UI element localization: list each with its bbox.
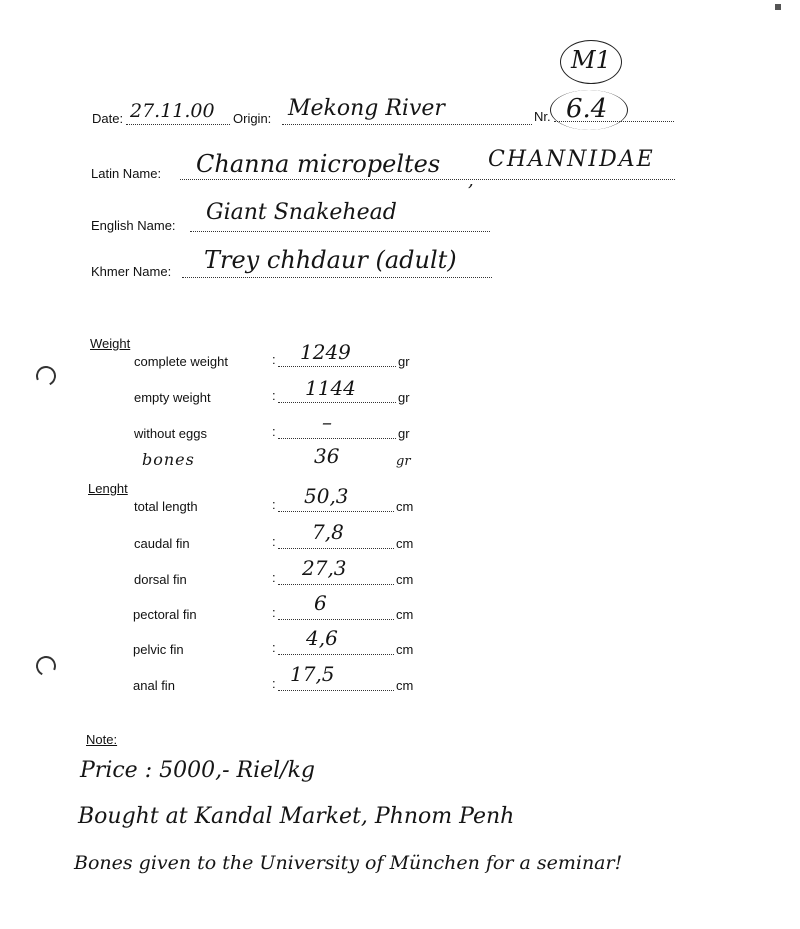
length-dots bbox=[278, 690, 394, 691]
length-value: 50,3 bbox=[304, 484, 349, 508]
latin-comma: , bbox=[468, 170, 474, 191]
length-dots bbox=[278, 548, 394, 549]
weight-heading: Weight bbox=[90, 336, 131, 351]
weight-value: 36 bbox=[314, 444, 340, 468]
weight-unit: gr bbox=[398, 426, 410, 441]
length-label: caudal fin bbox=[134, 536, 190, 551]
date-dots bbox=[126, 124, 230, 125]
weight-colon: : bbox=[272, 352, 276, 367]
note-line: Price : 5000,- Riel/kg bbox=[80, 758, 315, 783]
origin-value: Mekong River bbox=[288, 96, 445, 121]
weight-value: 1144 bbox=[305, 376, 356, 400]
length-dots bbox=[278, 584, 394, 585]
length-label: total length bbox=[134, 499, 198, 514]
binder-hole-icon bbox=[33, 653, 59, 679]
weight-dots bbox=[278, 366, 396, 367]
english-value: Giant Snakehead bbox=[206, 200, 397, 225]
length-value: 6 bbox=[314, 591, 327, 615]
latin-label: Latin Name: bbox=[91, 166, 162, 181]
length-value: 27,3 bbox=[302, 556, 347, 580]
length-unit: cm bbox=[396, 607, 414, 622]
length-colon: : bbox=[272, 497, 276, 512]
length-dots bbox=[278, 619, 394, 620]
weight-label: bones bbox=[142, 450, 195, 469]
english-dots bbox=[190, 231, 490, 232]
length-unit: cm bbox=[396, 499, 414, 514]
length-label: pelvic fin bbox=[133, 642, 184, 657]
weight-unit: gr bbox=[398, 390, 410, 405]
length-label: dorsal fin bbox=[134, 572, 187, 587]
length-unit: cm bbox=[396, 572, 414, 587]
weight-value: – bbox=[322, 410, 332, 434]
length-label: anal fin bbox=[133, 678, 175, 693]
note-line: Bones given to the University of München for a seminar! bbox=[74, 852, 623, 874]
origin-dots bbox=[282, 124, 532, 125]
weight-dots bbox=[278, 402, 396, 403]
length-colon: : bbox=[272, 676, 276, 691]
family-value: CHANNIDAE bbox=[488, 147, 655, 172]
nr-label: Nr. bbox=[534, 109, 551, 124]
weight-colon: : bbox=[272, 388, 276, 403]
length-heading: Lenght bbox=[88, 481, 128, 496]
length-colon: : bbox=[272, 605, 276, 620]
english-label: English Name: bbox=[91, 218, 176, 233]
length-value: 4,6 bbox=[306, 626, 338, 650]
weight-label: complete weight bbox=[134, 354, 228, 369]
note-heading: Note: bbox=[86, 732, 118, 747]
khmer-dots bbox=[182, 277, 492, 278]
note-line: Bought at Kandal Market, Phnom Penh bbox=[78, 804, 515, 829]
corner-speck bbox=[775, 4, 781, 10]
length-colon: : bbox=[272, 570, 276, 585]
weight-colon: : bbox=[272, 424, 276, 439]
weight-dots bbox=[278, 438, 396, 439]
length-dots bbox=[278, 511, 394, 512]
length-value: 7,8 bbox=[312, 520, 344, 544]
weight-label: empty weight bbox=[134, 390, 211, 405]
weight-label: without eggs bbox=[134, 426, 207, 441]
date-label: Date: bbox=[92, 111, 124, 126]
weight-unit: gr bbox=[396, 454, 411, 469]
khmer-value: Trey chhdaur (adult) bbox=[204, 246, 457, 274]
latin-value: Channa micropeltes bbox=[196, 150, 441, 178]
length-colon: : bbox=[272, 534, 276, 549]
length-unit: cm bbox=[396, 678, 414, 693]
length-dots bbox=[278, 654, 394, 655]
binder-hole-icon bbox=[33, 363, 59, 389]
length-unit: cm bbox=[396, 642, 414, 657]
length-unit: cm bbox=[396, 536, 414, 551]
length-colon: : bbox=[272, 640, 276, 655]
nr-value: 6.4 bbox=[566, 94, 608, 124]
length-label: pectoral fin bbox=[133, 607, 197, 622]
latin-dots bbox=[180, 179, 675, 180]
origin-label: Origin: bbox=[233, 111, 272, 126]
khmer-label: Khmer Name: bbox=[91, 264, 172, 279]
weight-unit: gr bbox=[398, 354, 410, 369]
length-value: 17,5 bbox=[290, 662, 335, 686]
date-value: 27.11.00 bbox=[130, 100, 215, 122]
weight-value: 1249 bbox=[300, 340, 351, 364]
tag-text: M1 bbox=[571, 46, 611, 74]
